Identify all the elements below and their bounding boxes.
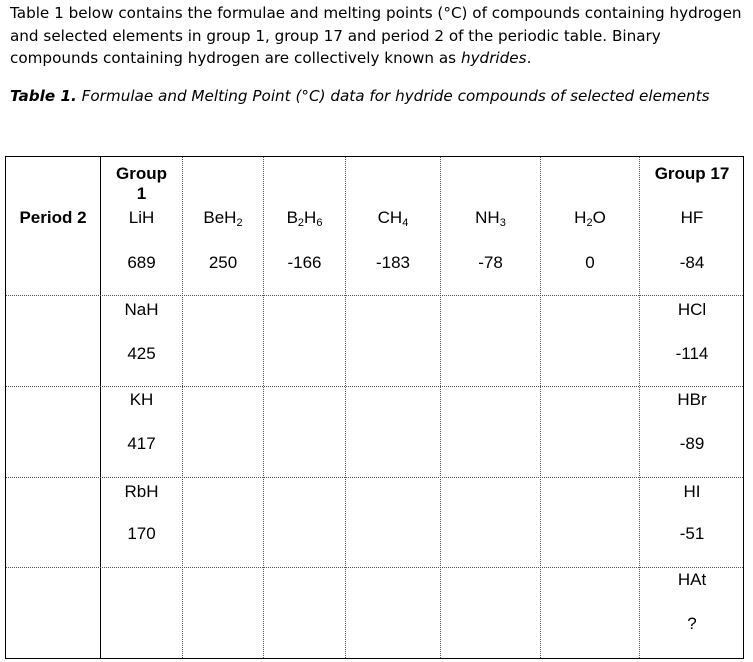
column-divider bbox=[263, 157, 264, 658]
formula-b2h6: $B_2H_6$ bbox=[286, 208, 323, 229]
formula-hi: HI bbox=[683, 482, 701, 501]
column-divider bbox=[345, 157, 346, 658]
mp-hat: ? bbox=[687, 614, 697, 633]
group17-header: Group 17 bbox=[654, 164, 730, 183]
mp-hbr: -89 bbox=[679, 434, 705, 453]
intro-period: . bbox=[526, 49, 532, 67]
intro-emphasis: hydrides bbox=[460, 49, 527, 67]
mp-nh3: -78 bbox=[478, 253, 503, 272]
group1-header: Group 1 bbox=[116, 164, 167, 203]
formula-beh2: BeH$_2$ bbox=[203, 208, 243, 229]
formula-lih: LiH bbox=[128, 208, 155, 227]
period2-label: Period 2 bbox=[19, 208, 87, 227]
formula-kh: KH bbox=[129, 390, 154, 409]
table-caption bbox=[10, 86, 748, 107]
mp-rbh: 170 bbox=[127, 524, 156, 543]
mp-hcl: -114 bbox=[675, 344, 709, 363]
mp-b2h6: -166 bbox=[287, 253, 322, 272]
formula-h2o: $H_2O$ bbox=[574, 208, 606, 229]
mp-lih: 689 bbox=[127, 253, 156, 272]
intro-paragraph bbox=[10, 2, 748, 70]
formula-rbh: RbH bbox=[124, 482, 159, 501]
mp-hi: -51 bbox=[679, 524, 705, 543]
mp-beh2: 250 bbox=[208, 253, 238, 272]
caption-text: Formulae and Melting Point (°C) data for hydride compounds of selected elements bbox=[76, 87, 710, 105]
hydride-table bbox=[5, 156, 744, 659]
mp-nah: 425 bbox=[127, 344, 156, 363]
column-divider bbox=[182, 157, 183, 658]
formula-hbr: HBr bbox=[677, 390, 707, 409]
formula-hat: HAt bbox=[677, 570, 707, 589]
row-divider bbox=[6, 567, 743, 568]
formula-nh3: $NH_3$ bbox=[475, 208, 506, 229]
intro-text: Table 1 below contains the formulae and melting points (°C) of compounds containing hydrogen and selected elements in group 1, group 17 and period 2 of the periodic table. Binary compounds containing hydrogen are collectively known as bbox=[10, 4, 742, 67]
caption-label: Table 1. bbox=[10, 87, 77, 105]
formula-hf: HF bbox=[680, 208, 704, 227]
mp-h2o: 0 bbox=[585, 253, 595, 272]
formula-hcl: HCl bbox=[677, 300, 707, 319]
formula-ch4: $CH_4$ bbox=[377, 208, 409, 229]
mp-hf: -84 bbox=[679, 253, 705, 272]
mp-kh: 417 bbox=[127, 434, 156, 453]
formula-nah: NaH bbox=[124, 300, 159, 319]
row-divider bbox=[6, 477, 743, 478]
column-divider bbox=[540, 157, 541, 658]
mp-ch4: -183 bbox=[375, 253, 411, 272]
row-divider bbox=[6, 295, 743, 296]
row-divider bbox=[6, 386, 743, 387]
column-divider bbox=[440, 157, 441, 658]
